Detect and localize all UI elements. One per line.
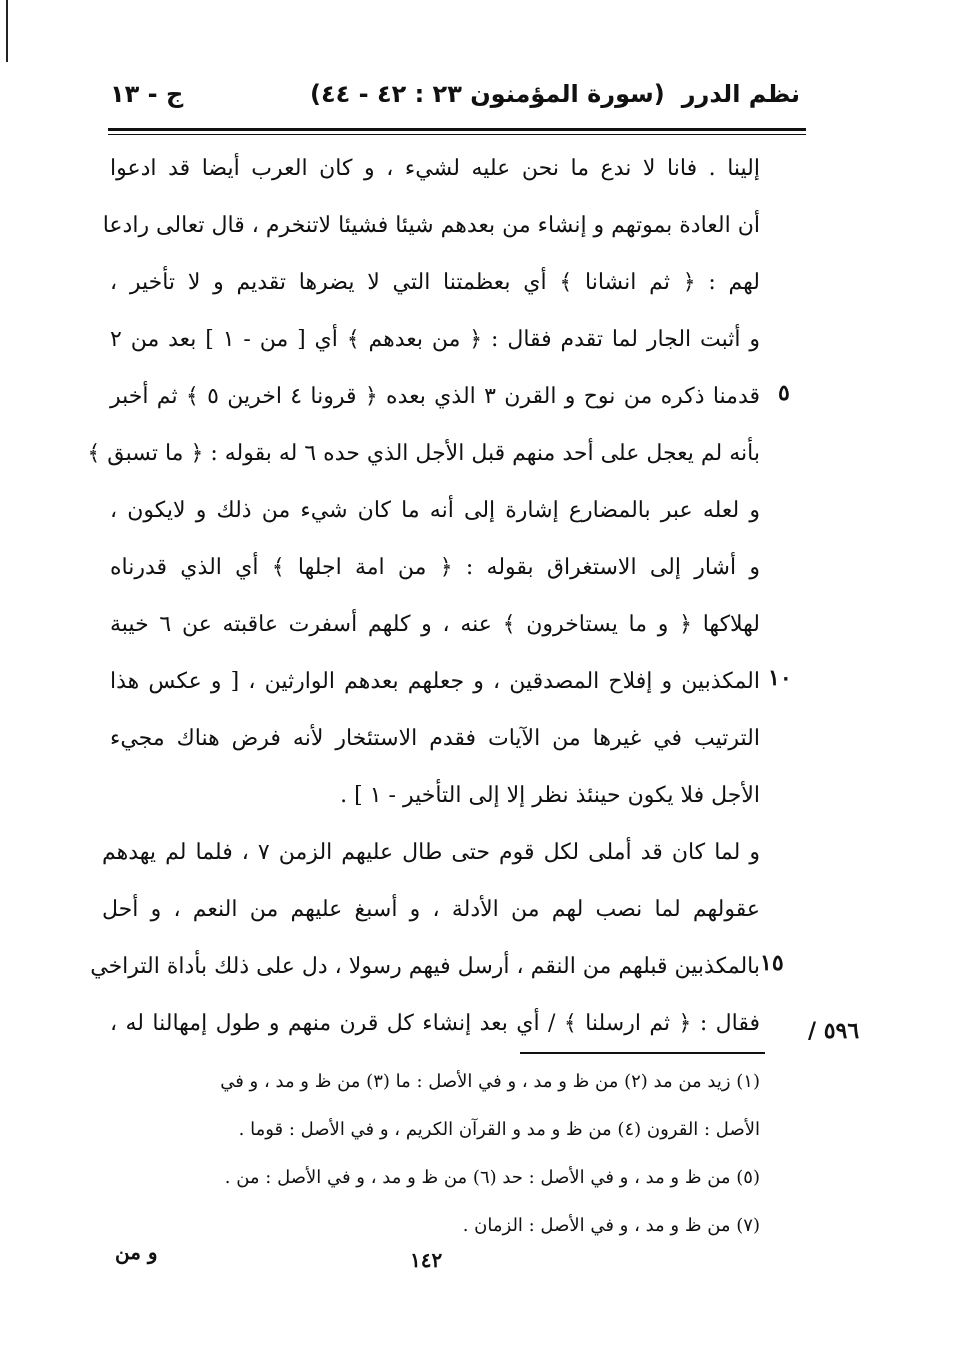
header-rule <box>108 128 806 131</box>
text-line: و لما كان قد أملى لكل قوم حتى طال عليهم الزمن ٧ ، فلما لم يهدهم <box>102 840 760 865</box>
page-number: ١٤٢ <box>410 1248 443 1272</box>
text-line: و أشار إلى الاستغراق بقوله : ﴿ من امة اجلها ﴾ أي الذي قدرناه <box>110 555 760 580</box>
text-line: قدمنا ذكره من نوح و القرن ٣ الذي بعده ﴿ قرونا ٤ اخرين ٥ ﴾ ثم أخبر <box>110 384 761 409</box>
text-line: و أثبت الجار لما تقدم فقال : ﴿ من بعدهم ﴾ أي [ من - ١ ] بعد من ٢ <box>110 327 760 352</box>
line-number-15: ١٥ <box>760 950 784 976</box>
text-line: الأجل فلا يكون حينئذ نظر إلا إلى التأخير - ١ ] . <box>340 783 760 808</box>
surah-reference: (سورة المؤمنون ٢٣ : ٤٢ - ٤٤) <box>310 80 665 108</box>
catchword: و من <box>115 1240 158 1264</box>
book-title: نظم الدرر <box>681 80 800 108</box>
text-line: فقال : ﴿ ثم ارسلنا ﴾ / أي بعد إنشاء كل قرن منهم و طول إمهالنا له ، <box>110 1011 760 1036</box>
footnote-line: (٥) من ظ و مد ، و في الأصل : حد (٦) من ظ و مد ، و في الأصل : من . <box>224 1167 760 1188</box>
text-line: بالمكذبين قبلهم من النقم ، أرسل فيهم رسولا ، دل على ذلك بأداة التراخي <box>90 954 760 979</box>
volume-number: ج - ١٣ <box>110 80 184 108</box>
text-line: إلينا . فانا لا ندع ما نحن عليه لشيء ، و كان العرب أيضا قد ادعوا <box>110 156 760 181</box>
footnote-line: الأصل : القرون (٤) من ظ و مد و القرآن الكريم ، و في الأصل : قوما . <box>238 1119 760 1140</box>
running-header <box>110 80 800 120</box>
footnote-line: (٧) من ظ و مد ، و في الأصل : الزمان . <box>462 1215 760 1236</box>
header-rule-thin <box>108 134 806 135</box>
text-line: أن العادة بموتهم و إنشاء من بعدهم شيئا فشيئا لاتنخرم ، قال تعالى رادعا <box>102 213 760 238</box>
scan-margin-line <box>6 0 8 62</box>
manuscript-folio-ref: ٥٩٦ / <box>808 1018 860 1044</box>
text-line: الترتيب في غيرها من الآيات فقدم الاستئخار لأنه فرض هناك مجيء <box>110 726 760 751</box>
text-line: عقولهم لما نصب لهم من الأدلة ، و أسبغ عليهم من النعم ، و أحل <box>102 897 760 922</box>
line-number-10: ١٠ <box>768 665 792 691</box>
main-text <box>87 140 761 1052</box>
text-line: المكذبين و إفلاح المصدقين ، و جعلهم بعدهم الوارثين ، [ و عكس هذا <box>110 669 760 694</box>
footnote-separator <box>520 1052 765 1054</box>
footnote-line: (١) زيد من مد (٢) من ظ و مد ، و في الأصل : ما (٣) من ظ و مد ، و في <box>220 1071 760 1092</box>
text-line: بأنه لم يعجل على أحد منهم قبل الأجل الذي حده ٦ له بقوله : ﴿ ما تسبق ﴾ <box>87 441 760 466</box>
line-number-5: ٥ <box>778 380 790 406</box>
text-line: و لعله عبر بالمضارع إشارة إلى أنه ما كان شيء من ذلك و لايكون ، <box>110 498 760 523</box>
text-line: لهم : ﴿ ثم انشانا ﴾ أي بعظمتنا التي لا يضرها تقديم و لا تأخير ، <box>110 270 760 295</box>
footnotes <box>105 1058 760 1250</box>
text-line: لهلاكها ﴿ و ما يستاخرون ﴾ عنه ، و كلهم أسفرت عاقبته عن ٦ خيبة <box>110 612 761 637</box>
